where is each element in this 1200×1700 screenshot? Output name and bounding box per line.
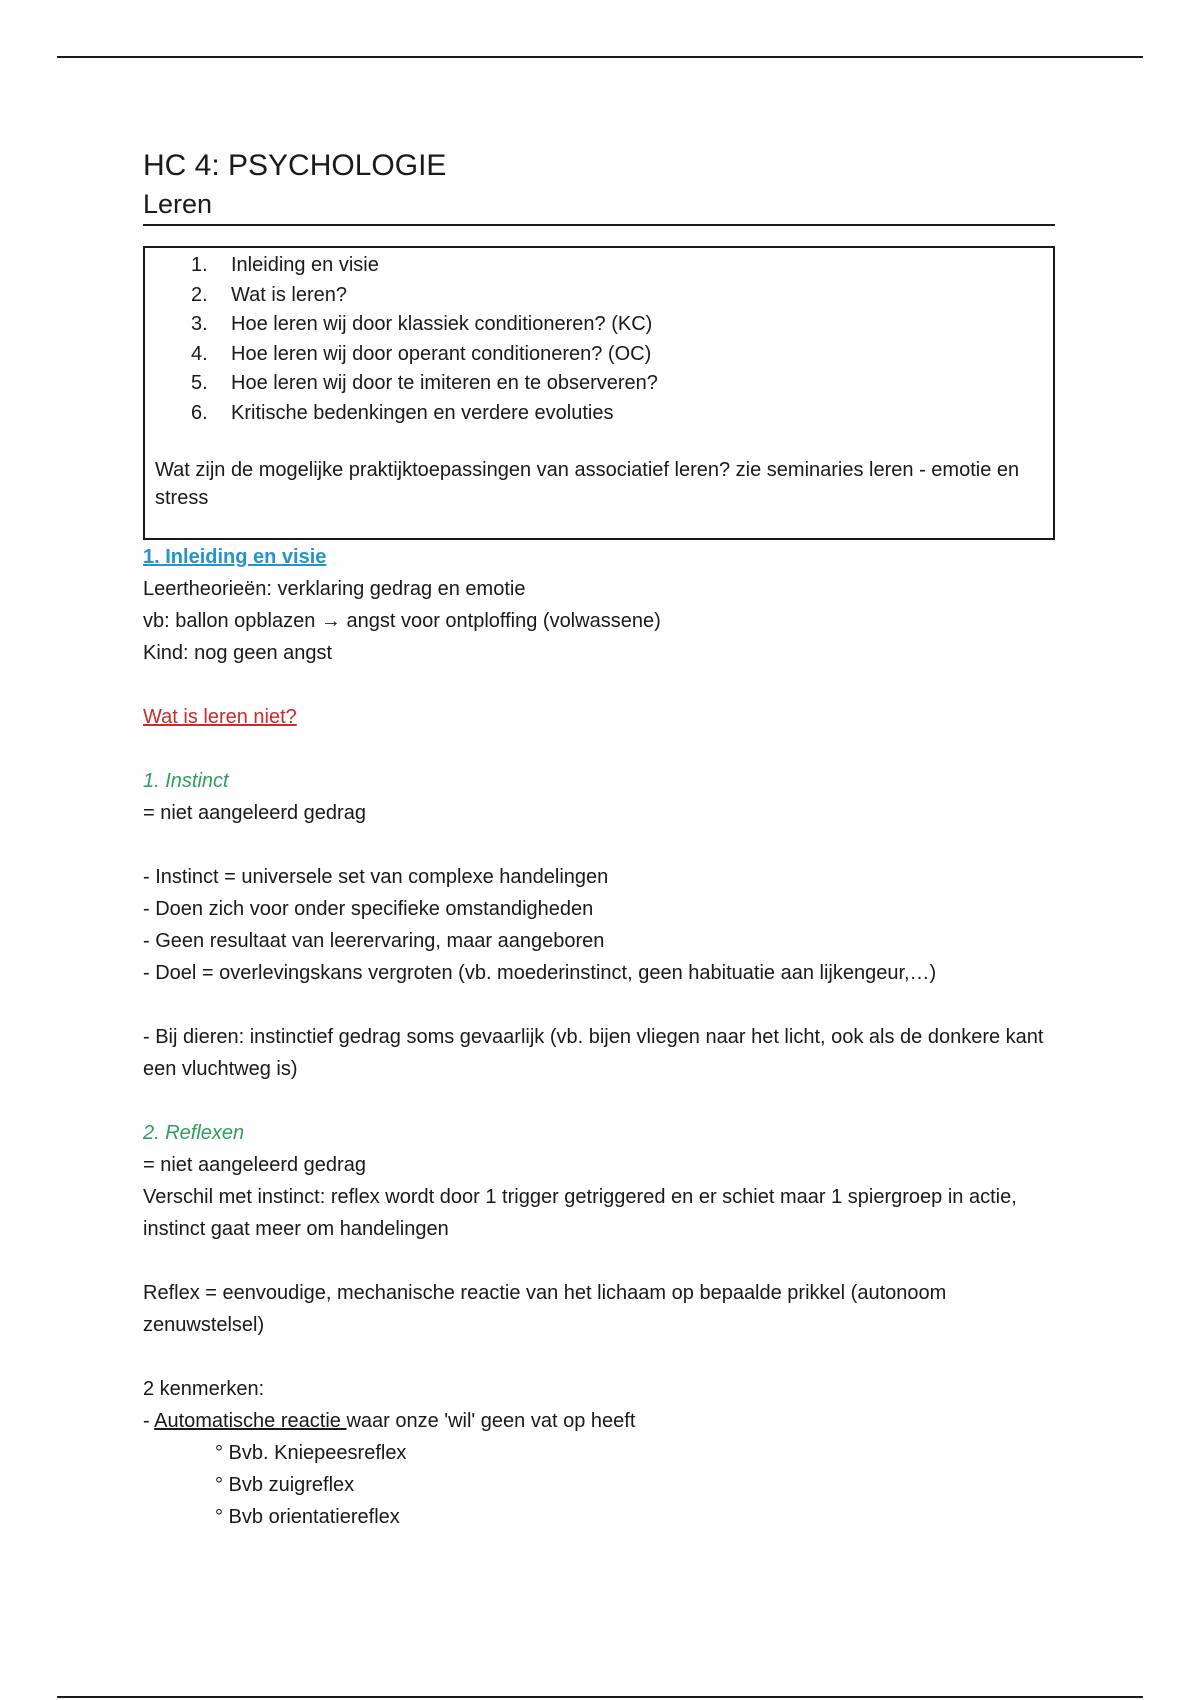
example-line: ° Bvb. Kniepeesreflex bbox=[215, 1442, 407, 1464]
toc-item bbox=[191, 399, 1043, 429]
text-line: vb: ballon opblazen → angst voor ontploffing (volwassene) bbox=[143, 610, 661, 632]
bullet-line: - Geen resultaat van leerervaring, maar aangeboren bbox=[143, 930, 605, 952]
feature-line bbox=[143, 1405, 1059, 1437]
feature-underlined-term: Automatische reactie bbox=[154, 1410, 347, 1432]
page-bottom-rule bbox=[57, 1696, 1143, 1698]
toc-item-number: 4. bbox=[191, 342, 208, 365]
subheading-instinct: 1. Instinct bbox=[143, 770, 229, 792]
toc-item-text: Hoe leren wij door klassiek conditioneren? (KC) bbox=[231, 313, 653, 335]
subheading-reflexen: 2. Reflexen bbox=[143, 1122, 245, 1144]
toc-item bbox=[191, 369, 1043, 399]
example-line: ° Bvb orientatiereflex bbox=[215, 1506, 400, 1528]
toc-note: Wat zijn de mogelijke praktijktoepassingen van associatief leren? zie seminaries leren - emotie en stress bbox=[155, 459, 1020, 509]
text-line: Kind: nog geen angst bbox=[143, 642, 333, 664]
toc-item-text: Hoe leren wij door te imiteren en te observeren? bbox=[231, 372, 658, 394]
table-of-contents-box bbox=[143, 246, 1055, 540]
toc-item bbox=[191, 251, 1043, 281]
toc-item bbox=[191, 340, 1043, 370]
document-page bbox=[143, 146, 1059, 1533]
page-subtitle: Leren bbox=[143, 186, 1055, 226]
bullet-line: - Doel = overlevingskans vergroten (vb. moederinstinct, geen habituatie aan lijkengeur,…) bbox=[143, 962, 937, 984]
notes-content bbox=[143, 541, 1059, 1533]
text-line: Leertheorieën: verklaring gedrag en emotie bbox=[143, 578, 526, 600]
feature-text: waar onze 'wil' geen vat op heeft bbox=[346, 1410, 636, 1432]
toc-item-number: 2. bbox=[191, 283, 208, 306]
text-line: 2 kenmerken: bbox=[143, 1378, 265, 1400]
bullet-line: - Instinct = universele set van complexe handelingen bbox=[143, 866, 609, 888]
toc-item-text: Wat is leren? bbox=[231, 283, 347, 306]
section-heading-inleiding: 1. Inleiding en visie bbox=[143, 546, 327, 568]
toc-item-number: 5. bbox=[191, 372, 208, 394]
page-title: HC 4: PSYCHOLOGIE bbox=[143, 149, 447, 182]
paragraph: Verschil met instinct: reflex wordt door 1 trigger getriggered en er schiet maar 1 spiergroep in actie, instinct gaat meer om handelingen bbox=[143, 1186, 1017, 1240]
toc-item-number: 6. bbox=[191, 401, 208, 424]
bullet-line: - Doen zich voor onder specifieke omstandigheden bbox=[143, 898, 594, 920]
toc-item-text: Kritische bedenkingen en verdere evoluties bbox=[231, 401, 614, 424]
section-heading-wat-is-leren-niet: Wat is leren niet? bbox=[143, 706, 297, 728]
paragraph: - Bij dieren: instinctief gedrag soms gevaarlijk (vb. bijen vliegen naar het licht, ook als de donkere kant een vluchtweg is) bbox=[143, 1026, 1044, 1080]
toc-list bbox=[155, 251, 1043, 428]
toc-item-number: 3. bbox=[191, 313, 208, 335]
definition-line: = niet aangeleerd gedrag bbox=[143, 1154, 366, 1176]
toc-item-text: Inleiding en visie bbox=[231, 254, 379, 276]
toc-item-number: 1. bbox=[191, 254, 208, 276]
example-line: ° Bvb zuigreflex bbox=[215, 1474, 355, 1496]
toc-item-text: Hoe leren wij door operant conditioneren? (OC) bbox=[231, 342, 652, 365]
paragraph: Reflex = eenvoudige, mechanische reactie van het lichaam op bepaalde prikkel (autonoom zenuwstelsel) bbox=[143, 1282, 947, 1336]
feature-prefix: - bbox=[143, 1410, 155, 1432]
toc-item bbox=[191, 281, 1043, 311]
toc-item bbox=[191, 310, 1043, 340]
page-top-rule bbox=[57, 56, 1143, 58]
definition-line: = niet aangeleerd gedrag bbox=[143, 802, 366, 824]
